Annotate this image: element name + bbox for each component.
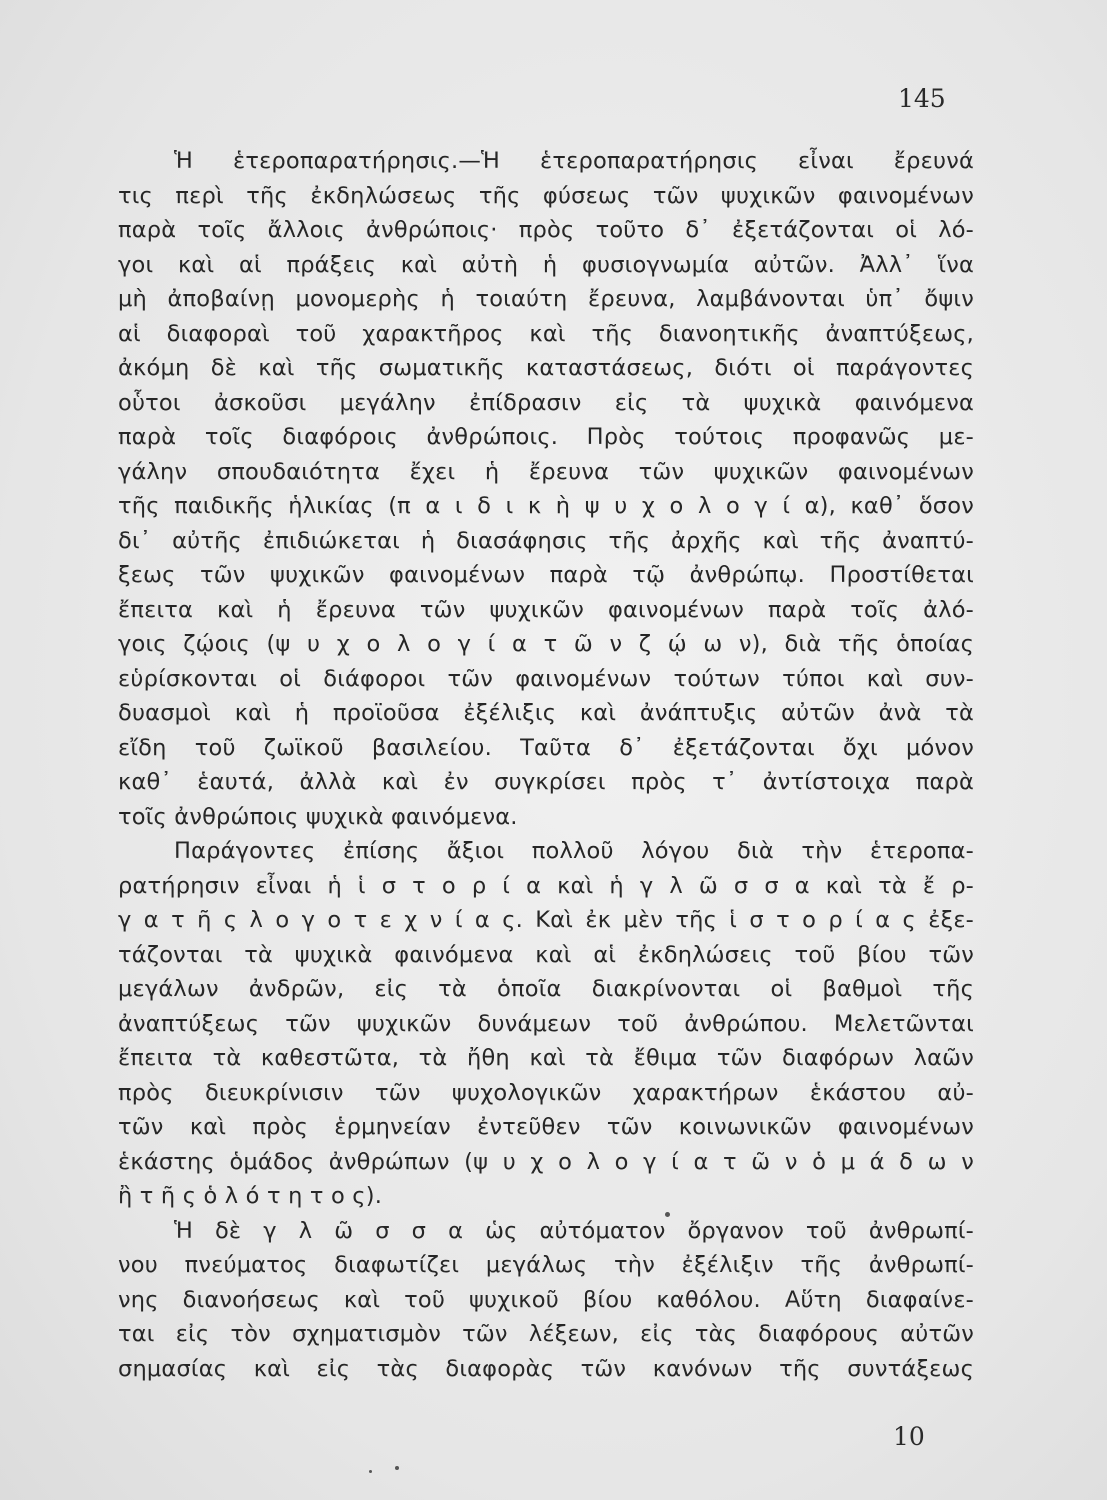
text-line: τάζονται τὰ ψυχικὰ φαινόμενα καὶ αἱ ἐκδηλώσεις τοῦ βίου τῶν — [118, 941, 974, 968]
text-line: Παράγοντες ἐπίσης ἄξιοι πολλοῦ λόγου διὰ τὴν ἑτεροπα- — [174, 838, 974, 864]
signature-mark: 10 — [893, 1422, 925, 1451]
text-line: τις περὶ τῆς ἐκδηλώσεως τῆς φύσεως τῶν ψυχικῶν φαινομένων — [118, 182, 974, 209]
text-line: παρὰ τοῖς ἄλλοις ἀνθρώποις· πρὸς τοῦτο δ᾽ ἐξετάζονται οἱ λό- — [118, 217, 974, 243]
text-line: οὗτοι ἀσκοῦσι μεγάλην ἐπίδρασιν εἰς τὰ ψυχικὰ φαινόμενα — [118, 389, 974, 416]
ink-speck — [665, 1212, 670, 1217]
text-line: καθ᾽ ἑαυτά, ἀλλὰ καὶ ἐν συγκρίσει πρὸς τ᾽ ἀντίστοιχα παρὰ — [118, 769, 974, 795]
text-line: ρατήρησιν εἶναι ἡ ἱ σ τ ο ρ ί α καὶ ἡ γ λ ῶ σ σ α καὶ τὰ ἔ ρ- — [118, 872, 974, 899]
text-line: σημασίας καὶ εἰς τὰς διαφορὰς τῶν κανόνων τῆς συντάξεως — [118, 1355, 974, 1382]
text-line: νης διανοήσεως καὶ τοῦ ψυχικοῦ βίου καθόλου. Αὕτη διαφαίνε- — [118, 1286, 974, 1313]
text-line: παρὰ τοῖς διαφόροις ἀνθρώποις. Πρὸς τούτοις προφανῶς με- — [118, 424, 974, 450]
text-line: ται εἰς τὸν σχηματισμὸν τῶν λέξεων, εἰς τὰς διαφόρους αὐτῶν — [118, 1321, 974, 1347]
text-line: ἔπειτα καὶ ἡ ἔρευνα τῶν ψυχικῶν φαινομένων παρὰ τοῖς ἀλό- — [118, 596, 974, 623]
text-line: εἴδη τοῦ ζωϊκοῦ βασιλείου. Ταῦτα δ᾽ ἐξετάζονται ὄχι μόνον — [118, 734, 974, 761]
text-line: μὴ ἀποβαίνῃ μονομερὴς ἡ τοιαύτη ἔρευνα, λαμβάνονται ὑπ᾽ ὄψιν — [118, 286, 974, 312]
page-number: 145 — [898, 84, 946, 113]
text-line: δι᾽ αὐτῆς ἐπιδιώκεται ἡ διασάφησις τῆς ἀρχῆς καὶ τῆς ἀναπτύ- — [118, 527, 974, 554]
text-line: τοῖς ἀνθρώποις ψυχικὰ φαινόμενα. — [118, 803, 518, 830]
ink-speck — [395, 1466, 399, 1470]
text-line: Ἡ δὲ γ λ ῶ σ σ α ὡς αὐτόματον ὄργανον τοῦ ἀνθρωπί- — [174, 1217, 974, 1244]
text-line: δυασμοὶ καὶ ἡ προϊοῦσα ἐξέλιξις καὶ ἀνάπτυξις αὐτῶν ἀνὰ τὰ — [118, 700, 974, 726]
text-line: ἢ τ ῆ ς ὁ λ ό τ η τ ο ς). — [118, 1183, 383, 1209]
text-line: τῶν καὶ πρὸς ἑρμηνείαν ἐντεῦθεν τῶν κοινωνικῶν φαινομένων — [118, 1114, 974, 1140]
text-line: πρὸς διευκρίνισιν τῶν ψυχολογικῶν χαρακτήρων ἑκάστου αὐ- — [118, 1079, 974, 1106]
text-line: ἀκόμη δὲ καὶ τῆς σωματικῆς καταστάσεως, διότι οἱ παράγοντες — [118, 355, 974, 381]
ink-speck — [369, 1470, 372, 1473]
text-line: ἀναπτύξεως τῶν ψυχικῶν δυνάμεων τοῦ ἀνθρώπου. Μελετῶνται — [118, 1010, 974, 1037]
body-text — [118, 144, 974, 1386]
text-line: ἔπειτα τὰ καθεστῶτα, τὰ ἤθη καὶ τὰ ἔθιμα τῶν διαφόρων λαῶν — [118, 1045, 974, 1071]
text-line: τῆς παιδικῆς ἡλικίας (π α ι δ ι κ ὴ ψ υ χ ο λ ο γ ί α), καθ᾽ ὅσον — [118, 493, 974, 519]
text-line: ξεως τῶν ψυχικῶν φαινομένων παρὰ τῷ ἀνθρώπῳ. Προστίθεται — [118, 562, 974, 588]
text-line: γοι καὶ αἱ πράξεις καὶ αὐτὴ ἡ φυσιογνωμία αὐτῶν. Ἀλλ᾽ ἵνα — [118, 251, 974, 278]
text-line: γάλην σπουδαιότητα ἔχει ἡ ἔρευνα τῶν ψυχικῶν φαινομένων — [118, 458, 974, 485]
text-line: εὑρίσκονται οἱ διάφοροι τῶν φαινομένων τούτων τύποι καὶ συν- — [118, 665, 974, 692]
text-line: Ἡ ἑτεροπαρατήρησις.—Ἡ ἑτεροπαρατήρησις εἶναι ἔρευνά — [174, 148, 974, 174]
text-line: γοις ζῴοις (ψ υ χ ο λ ο γ ί α τ ῶ ν ζ ῴ ω ν), διὰ τῆς ὁποίας — [118, 631, 974, 657]
text-line: μεγάλων ἀνδρῶν, εἰς τὰ ὁποῖα διακρίνονται οἱ βαθμοὶ τῆς — [118, 976, 974, 1002]
text-line: ἑκάστης ὁμάδος ἀνθρώπων (ψ υ χ ο λ ο γ ί α τ ῶ ν ὁ μ ά δ ω ν — [118, 1148, 974, 1175]
text-line: αἱ διαφοραὶ τοῦ χαρακτῆρος καὶ τῆς διανοητικῆς ἀναπτύξεως, — [118, 320, 974, 347]
text-line: νου πνεύματος διαφωτίζει μεγάλως τὴν ἐξέλιξιν τῆς ἀνθρωπί- — [118, 1252, 974, 1278]
text-line: γ α τ ῆ ς λ ο γ ο τ ε χ ν ί α ς. Καὶ ἐκ μὲν τῆς ἱ σ τ ο ρ ί α ς ἐξε- — [118, 907, 974, 933]
